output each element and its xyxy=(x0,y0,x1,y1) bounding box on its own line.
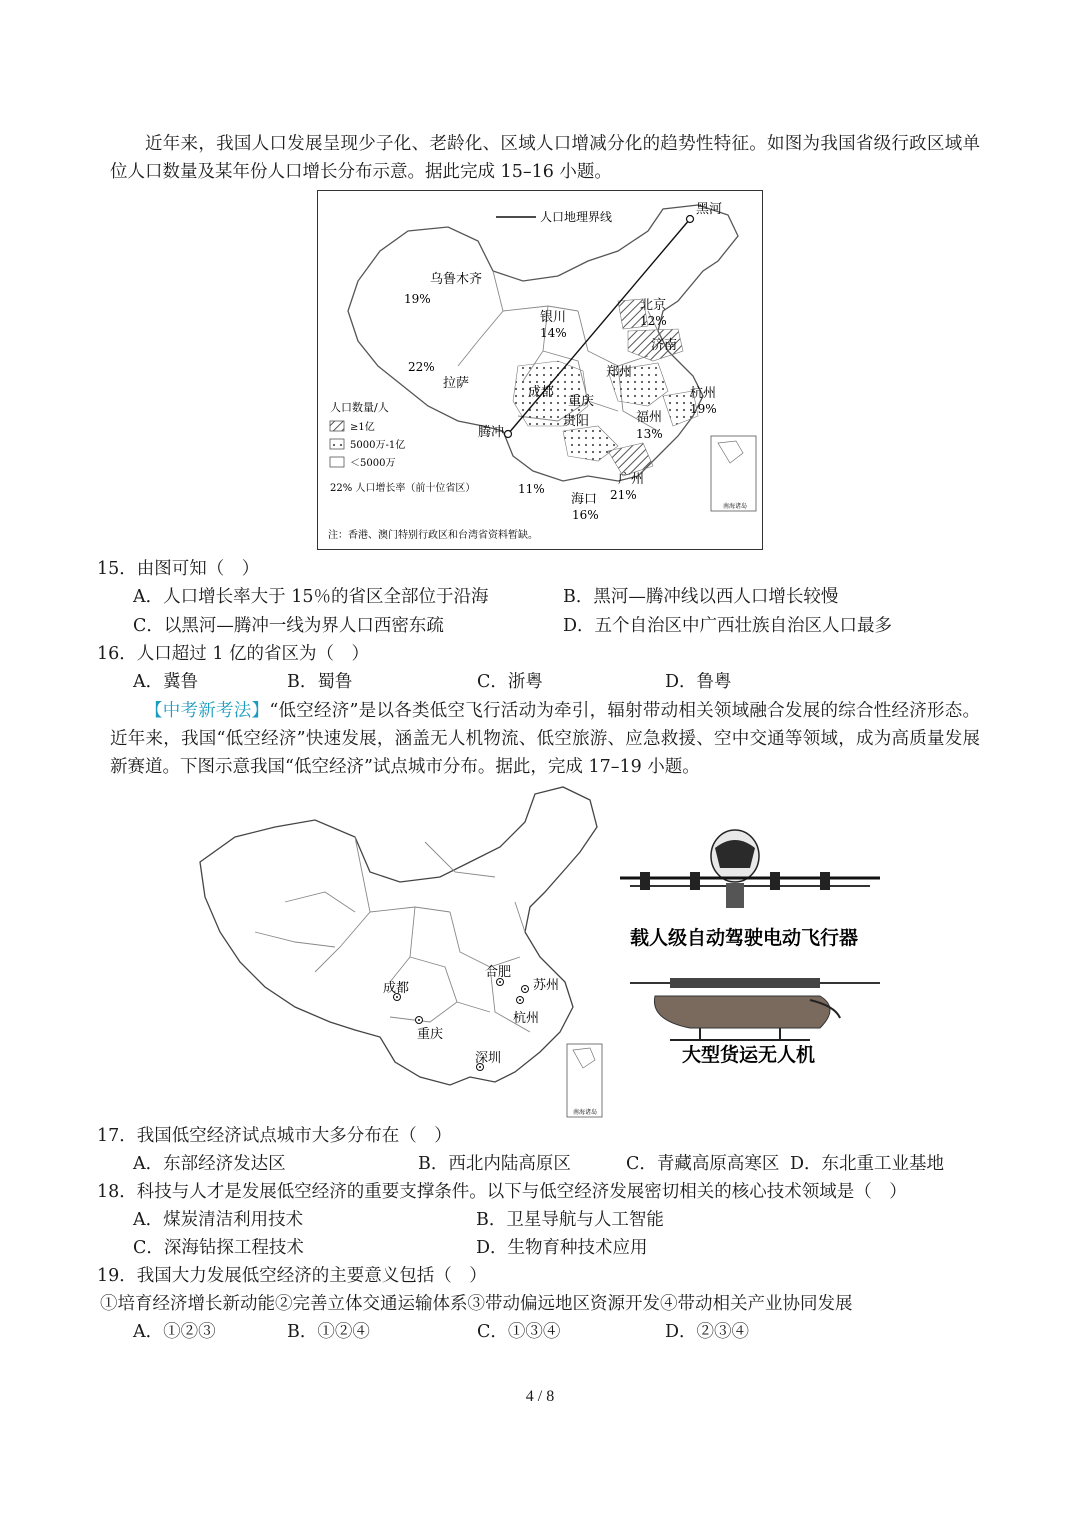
q19-option-b[interactable]: B．①②④ xyxy=(287,1322,370,1342)
city-guiyang: 贵阳 xyxy=(563,414,590,429)
q19-option-c[interactable]: C．①③④ xyxy=(477,1322,561,1342)
pilot-cities-map xyxy=(195,782,605,1120)
q17-option-d[interactable]: D．东北重工业基地 xyxy=(790,1154,945,1174)
q18-option-c[interactable]: C．深海钻探工程技术 xyxy=(133,1238,304,1258)
q15-option-a[interactable]: A．人口增长率大于 15％的省区全部位于沿海 xyxy=(133,587,489,607)
city-heihe: 黑河 xyxy=(696,202,723,217)
map-note: 注：香港、澳门特别行政区和台湾省资料暂缺。 xyxy=(328,530,538,541)
q19-items: ①培育经济增长新动能②完善立体交通运输体系③带动偏远地区资源开发④带动相关产业协同发展 xyxy=(100,1294,853,1314)
population-map xyxy=(317,190,763,550)
map2-city-hangzhou: 杭州 xyxy=(513,1011,540,1026)
city-haikou: 海口 xyxy=(571,492,598,507)
legend-item-3: ＜5000万 xyxy=(350,458,396,469)
q16-option-c[interactable]: C．浙粤 xyxy=(477,672,543,692)
q16-option-b[interactable]: B．蜀鲁 xyxy=(287,672,353,692)
q18-option-d[interactable]: D．生物育种技术应用 xyxy=(476,1238,648,1258)
q19-option-a[interactable]: A．①②③ xyxy=(133,1322,216,1342)
passenger-evtol-image xyxy=(620,830,880,908)
q17-option-b[interactable]: B．西北内陆高原区 xyxy=(418,1154,571,1174)
city-beijing: 北京 xyxy=(640,298,667,313)
legend-item-1: ≥1亿 xyxy=(350,422,375,433)
rate-ningxia: 14% xyxy=(540,326,567,340)
map2-city-shenzhen: 深圳 xyxy=(475,1051,502,1066)
page-number: 4 / 8 xyxy=(525,1388,555,1405)
q15-stem: 15．由图可知（ ） xyxy=(97,559,260,579)
q19-stem: 19．我国大力发展低空经济的主要意义包括（ ） xyxy=(97,1266,487,1286)
rate-hainan: 16% xyxy=(572,508,599,522)
q18-option-a[interactable]: A．煤炭清洁利用技术 xyxy=(133,1210,304,1230)
aircraft-illustrations xyxy=(610,828,890,1078)
intro-paragraph-2 xyxy=(110,697,980,781)
intro-paragraph-2-text: “低空经济”是以各类低空飞行活动为牵引，辐射带动相关领域融合发展的综合性经济形态。近年来，我国“低空经济”快速发展，涵盖无人机物流、低空旅游、应急救援、空中交通等领域，成为高质量发展新赛道。下图示意我国“低空经济”试点城市分布。据此，完成 17–19 小题。 xyxy=(110,701,981,777)
city-lhasa: 拉萨 xyxy=(443,376,470,391)
rate-tibet: 22% xyxy=(408,360,435,374)
city-chengdu: 成都 xyxy=(528,385,555,400)
rate-guangdong: 21% xyxy=(610,488,637,502)
legend-item-2: 5000万-1亿 xyxy=(350,440,406,451)
city-fuzhou: 福州 xyxy=(636,410,663,425)
rate-legend: 22% 人口增长率（前十位省区） xyxy=(330,483,476,494)
q16-stem: 16．人口超过 1 亿的省区为（ ） xyxy=(97,644,370,664)
new-exam-tag: 【中考新考法】 xyxy=(145,701,270,721)
cargo-drone-image xyxy=(630,978,880,1040)
rate-fujian: 13% xyxy=(636,427,663,441)
rate-yunnan: 11% xyxy=(518,482,545,496)
q15-option-c[interactable]: C．以黑河—腾冲一线为界人口西密东疏 xyxy=(133,616,444,636)
city-yinchuan: 银川 xyxy=(540,310,567,325)
city-chongqing: 重庆 xyxy=(568,394,595,409)
q18-stem: 18．科技与人才是发展低空经济的重要支撑条件。以下与低空经济发展密切相关的核心技术领域是（ ） xyxy=(97,1182,907,1202)
city-tengchong: 腾冲 xyxy=(478,425,505,440)
map2-city-chengdu: 成都 xyxy=(383,981,410,996)
q16-option-a[interactable]: A．冀鲁 xyxy=(133,672,199,692)
city-urumqi: 乌鲁木齐 xyxy=(430,272,483,287)
rate-beijing: 12% xyxy=(640,314,667,328)
city-zhengzhou: 郑州 xyxy=(606,365,633,380)
map2-city-hefei: 合肥 xyxy=(485,965,512,980)
craft-caption-2: 大型货运无人机 xyxy=(682,1044,816,1066)
q16-option-d[interactable]: D．鲁粤 xyxy=(665,672,732,692)
map2-city-suzhou: 苏州 xyxy=(533,978,560,993)
intro-paragraph-1: 近年来，我国人口发展呈现少子化、老龄化、区域人口增减分化的趋势性特征。如图为我国省级行政区域单位人口数量及某年份人口增长分布示意。据此完成 15–16 小题。 xyxy=(110,134,980,182)
rate-zhejiang: 19% xyxy=(690,402,717,416)
city-hangzhou: 杭州 xyxy=(690,386,717,401)
map2-city-chongqing: 重庆 xyxy=(417,1027,444,1042)
q19-option-d[interactable]: D．②③④ xyxy=(665,1322,750,1342)
craft-caption-1: 载人级自动驾驶电动飞行器 xyxy=(630,927,859,949)
q17-stem: 17．我国低空经济试点城市大多分布在（ ） xyxy=(97,1126,452,1146)
inset-label: 南海诸岛 xyxy=(723,503,748,510)
map2-inset-label: 南海诸岛 xyxy=(573,1109,598,1116)
rate-xinjiang: 19% xyxy=(404,292,431,306)
city-jinan: 济南 xyxy=(651,338,678,353)
boundary-line-legend: 人口地理界线 xyxy=(540,210,613,224)
legend-title: 人口数量/人 xyxy=(330,401,389,414)
city-guangzhou: 广州 xyxy=(618,472,645,487)
q18-option-b[interactable]: B．卫星导航与人工智能 xyxy=(476,1210,664,1230)
q15-option-b[interactable]: B．黑河—腾冲线以西人口增长较慢 xyxy=(563,587,839,607)
q17-option-c[interactable]: C．青藏高原高寒区 xyxy=(626,1154,780,1174)
china-outline-2 xyxy=(200,787,597,1085)
q15-option-d[interactable]: D．五个自治区中广西壮族自治区人口最多 xyxy=(563,616,893,636)
q17-option-a[interactable]: A．东部经济发达区 xyxy=(133,1154,286,1174)
